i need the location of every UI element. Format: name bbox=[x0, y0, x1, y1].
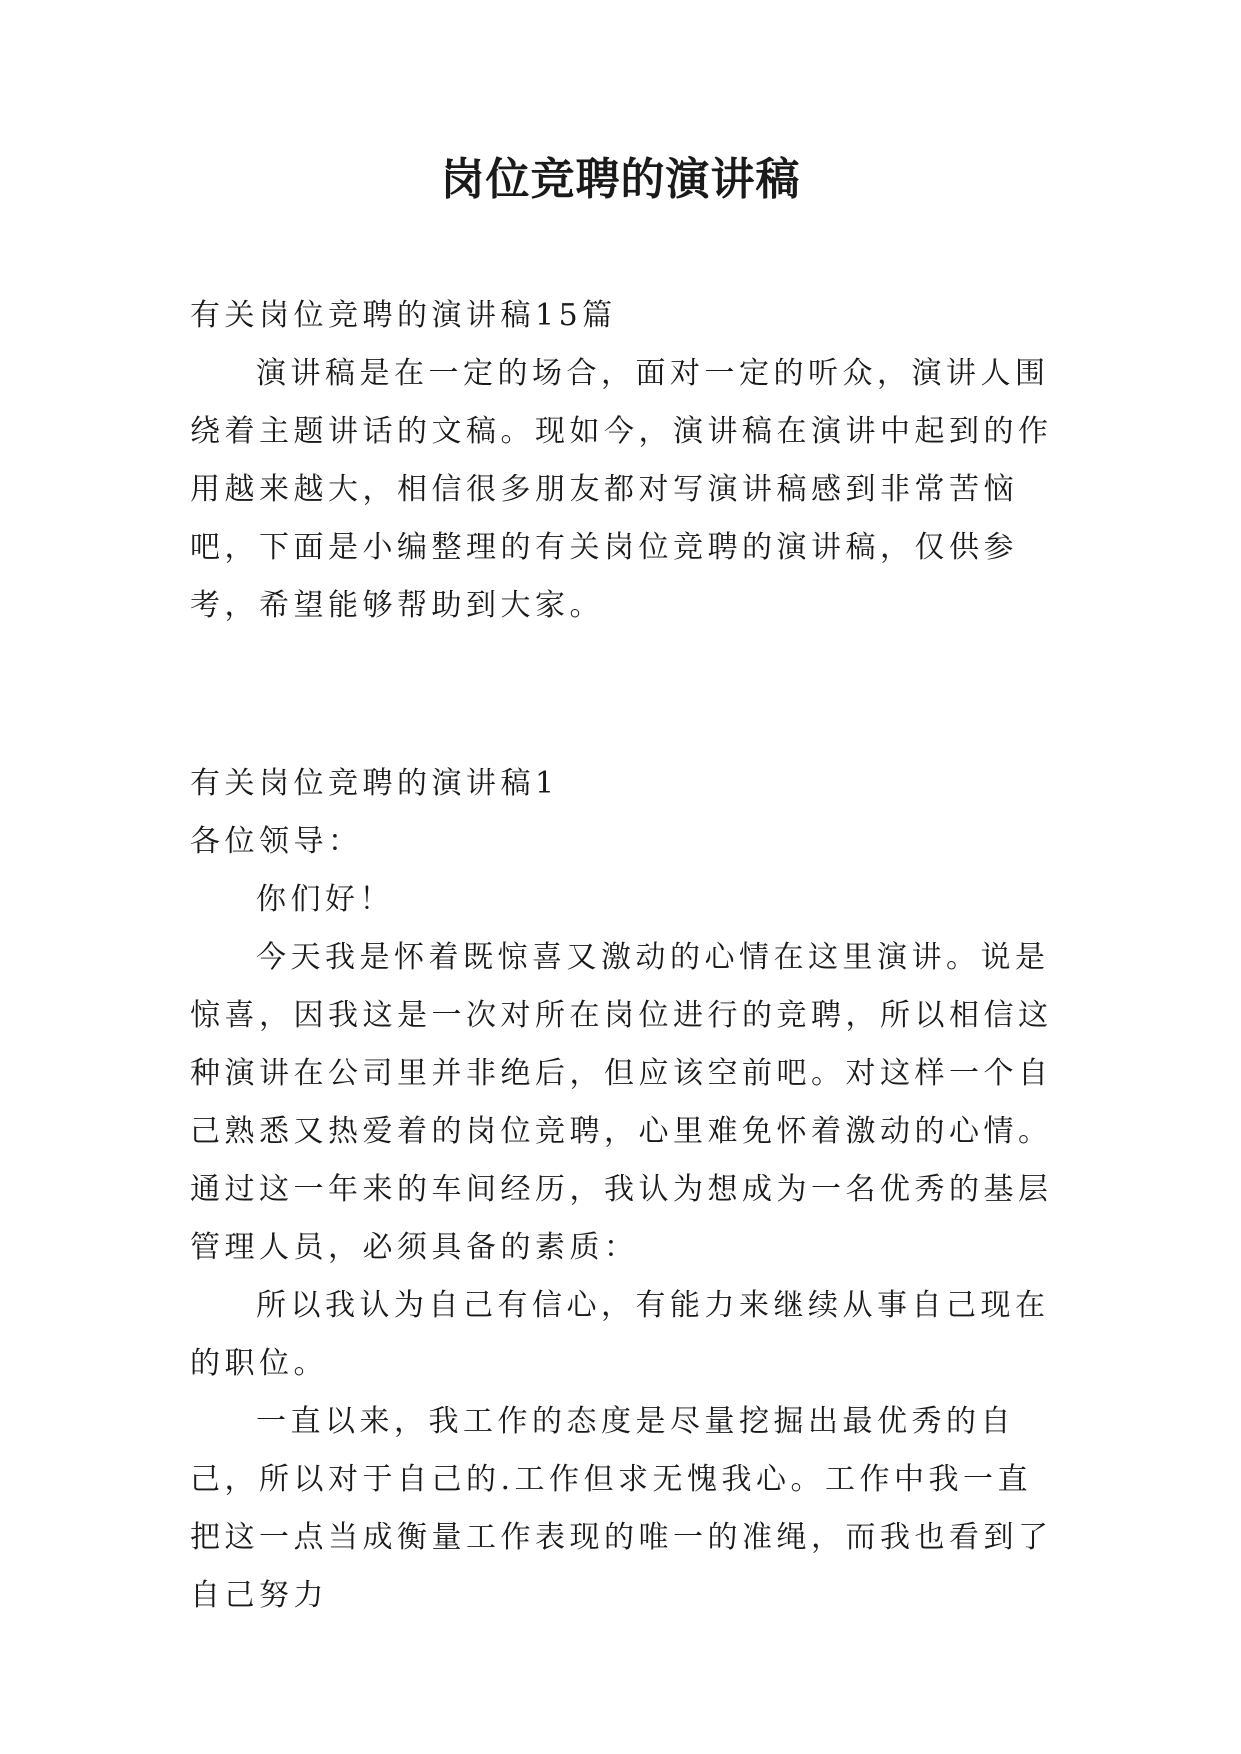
body-paragraph-3: 一直以来，我工作的态度是尽量挖掘出最优秀的自己，所以对于自己的.工作但求无愧我心。工作中我一直把这一点当成衡量工作表现的唯一的准绳，而我也看到了自己努力 bbox=[190, 1404, 1053, 1613]
document-title: 岗位竞聘的演讲稿 bbox=[440, 154, 801, 205]
intro-paragraph: 演讲稿是在一定的场合，面对一定的听众，演讲人围绕着主题讲话的文稿。现如今，演讲稿在演讲中起到的作用越来越大，相信很多朋友都对写演讲稿感到非常苦恼吧，下面是小编整理的有关岗位竞聘的演讲稿，仅供参考，希望能够帮助到大家。 bbox=[190, 356, 1053, 623]
body-paragraph-2: 所以我认为自己有信心，有能力来继续从事自己现在的职位。 bbox=[190, 1288, 1050, 1381]
section-spacer bbox=[190, 635, 1060, 755]
section-heading: 有关岗位竞聘的演讲稿1 bbox=[190, 766, 559, 801]
salutation: 各位领导： bbox=[190, 824, 363, 859]
document-body bbox=[190, 287, 1060, 1625]
body-paragraph-1: 今天我是怀着既惊喜又激动的心情在这里演讲。说是惊喜，因我这是一次对所在岗位进行的竞聘，所以相信这种演讲在公司里并非绝后，但应该空前吧。对这样一个自己熟悉又热爱着的岗位竞聘，心里难免怀着激动的心情。通过这一年来的车间经历，我认为想成为一名优秀的基层管理人员，必须具备的素质： bbox=[190, 940, 1053, 1265]
subtitle: 有关岗位竞聘的演讲稿15篇 bbox=[190, 298, 617, 333]
greeting: 你们好！ bbox=[256, 882, 394, 917]
